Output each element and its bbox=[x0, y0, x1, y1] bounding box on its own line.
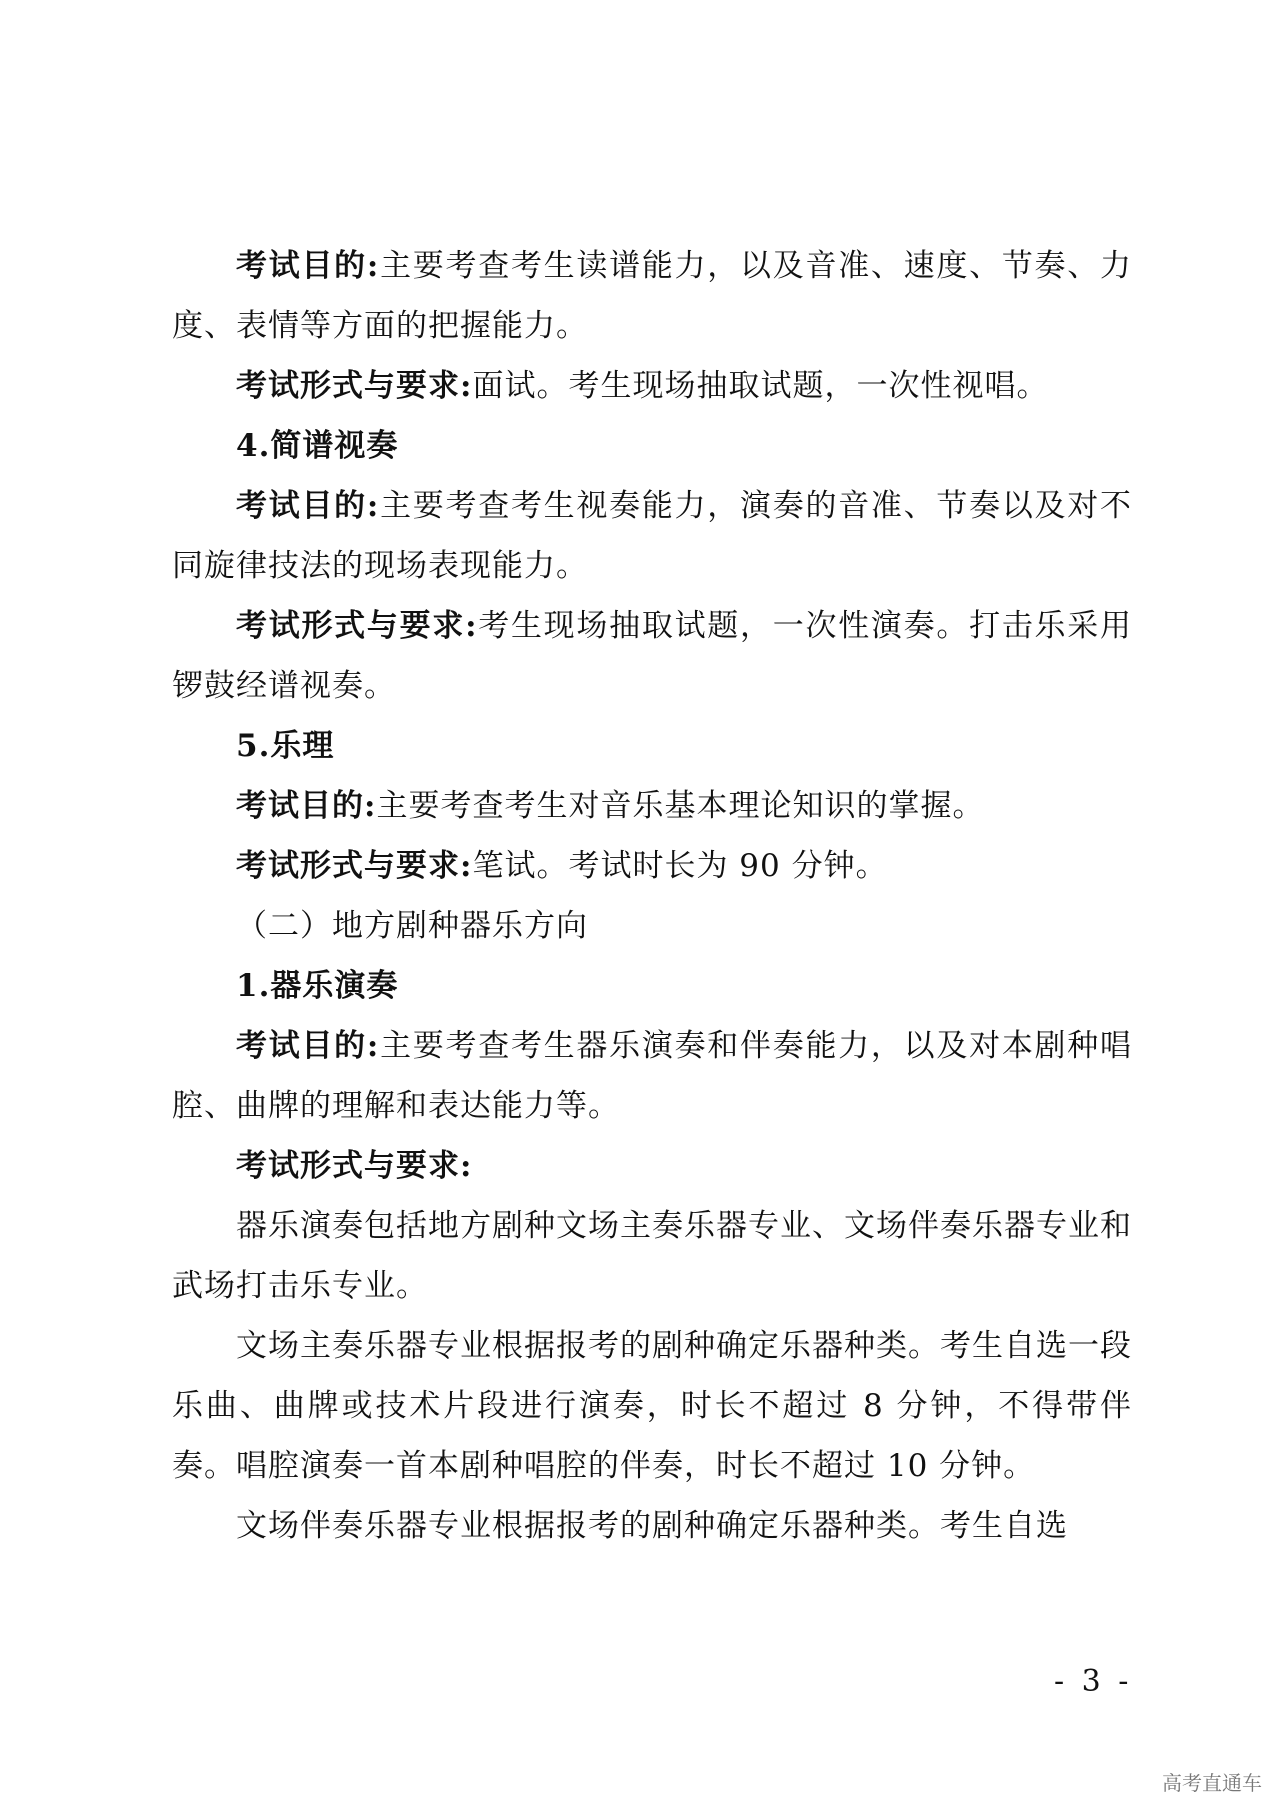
heading-instrumental-performance: 1.器乐演奏 bbox=[236, 968, 399, 1004]
label: 考试目的: bbox=[236, 788, 377, 824]
section-heading-local-opera-instrumental: （二）地方剧种器乐方向 bbox=[236, 908, 588, 944]
paragraph-exam-purpose-instrumental bbox=[172, 1016, 1132, 1136]
paragraph-exam-purpose-sight-reading bbox=[172, 476, 1132, 596]
label: 考试目的: bbox=[236, 1028, 380, 1064]
text: 笔试。考试时长为 90 分钟。 bbox=[472, 848, 888, 884]
text: 主要考查考生对音乐基本理论知识的掌握。 bbox=[376, 788, 985, 824]
paragraph-lead-instrument-requirements: 文场主奏乐器专业根据报考的剧种确定乐器种类。考生自选一段乐曲、曲牌或技术片段进行演奏，时长不超过 8 分钟，不得带伴奏。唱腔演奏一首本剧种唱腔的伴奏，时长不超过 10 分钟。 bbox=[172, 1328, 1132, 1484]
paragraph-accompaniment-instrument-requirements: 文场伴奏乐器专业根据报考的剧种确定乐器种类。考生自选 bbox=[236, 1508, 1068, 1544]
text: 面试。考生现场抽取试题，一次性视唱。 bbox=[472, 368, 1049, 404]
label: 考试形式与要求: bbox=[236, 608, 478, 644]
watermark-text: 高考直通车 bbox=[1162, 1771, 1262, 1795]
paragraph-exam-format-instrumental bbox=[172, 1136, 1132, 1196]
text: 主要考查考生读谱能力，以及音准、速度、节奏、力度、表情等方面的把握能力。 bbox=[172, 248, 1132, 344]
paragraph-exam-format-sight-singing bbox=[172, 356, 1132, 416]
page-number: - 3 - bbox=[1054, 1664, 1133, 1699]
label: 考试形式与要求: bbox=[236, 368, 473, 404]
label: 考试形式与要求: bbox=[236, 1148, 473, 1184]
page-content bbox=[172, 236, 1132, 1556]
heading-music-theory: 5.乐理 bbox=[236, 728, 335, 764]
label: 考试目的: bbox=[236, 248, 380, 284]
heading-numbered-sight-reading: 4.简谱视奏 bbox=[236, 428, 399, 464]
paragraph-exam-purpose-music-theory bbox=[172, 776, 1132, 836]
paragraph-exam-format-music-theory bbox=[172, 836, 1132, 896]
paragraph-instrumental-categories: 器乐演奏包括地方剧种文场主奏乐器专业、文场伴奏乐器专业和武场打击乐专业。 bbox=[172, 1208, 1132, 1304]
paragraph-exam-format-sight-reading bbox=[172, 596, 1132, 716]
paragraph-exam-purpose-sight-singing bbox=[172, 236, 1132, 356]
text: 主要考查考生器乐演奏和伴奏能力，以及对本剧种唱腔、曲牌的理解和表达能力等。 bbox=[172, 1028, 1132, 1124]
text: 考生现场抽取试题，一次性演奏。打击乐采用锣鼓经谱视奏。 bbox=[172, 608, 1132, 704]
text: 主要考查考生视奏能力，演奏的音准、节奏以及对不同旋律技法的现场表现能力。 bbox=[172, 488, 1132, 584]
label: 考试形式与要求: bbox=[236, 848, 473, 884]
label: 考试目的: bbox=[236, 488, 380, 524]
